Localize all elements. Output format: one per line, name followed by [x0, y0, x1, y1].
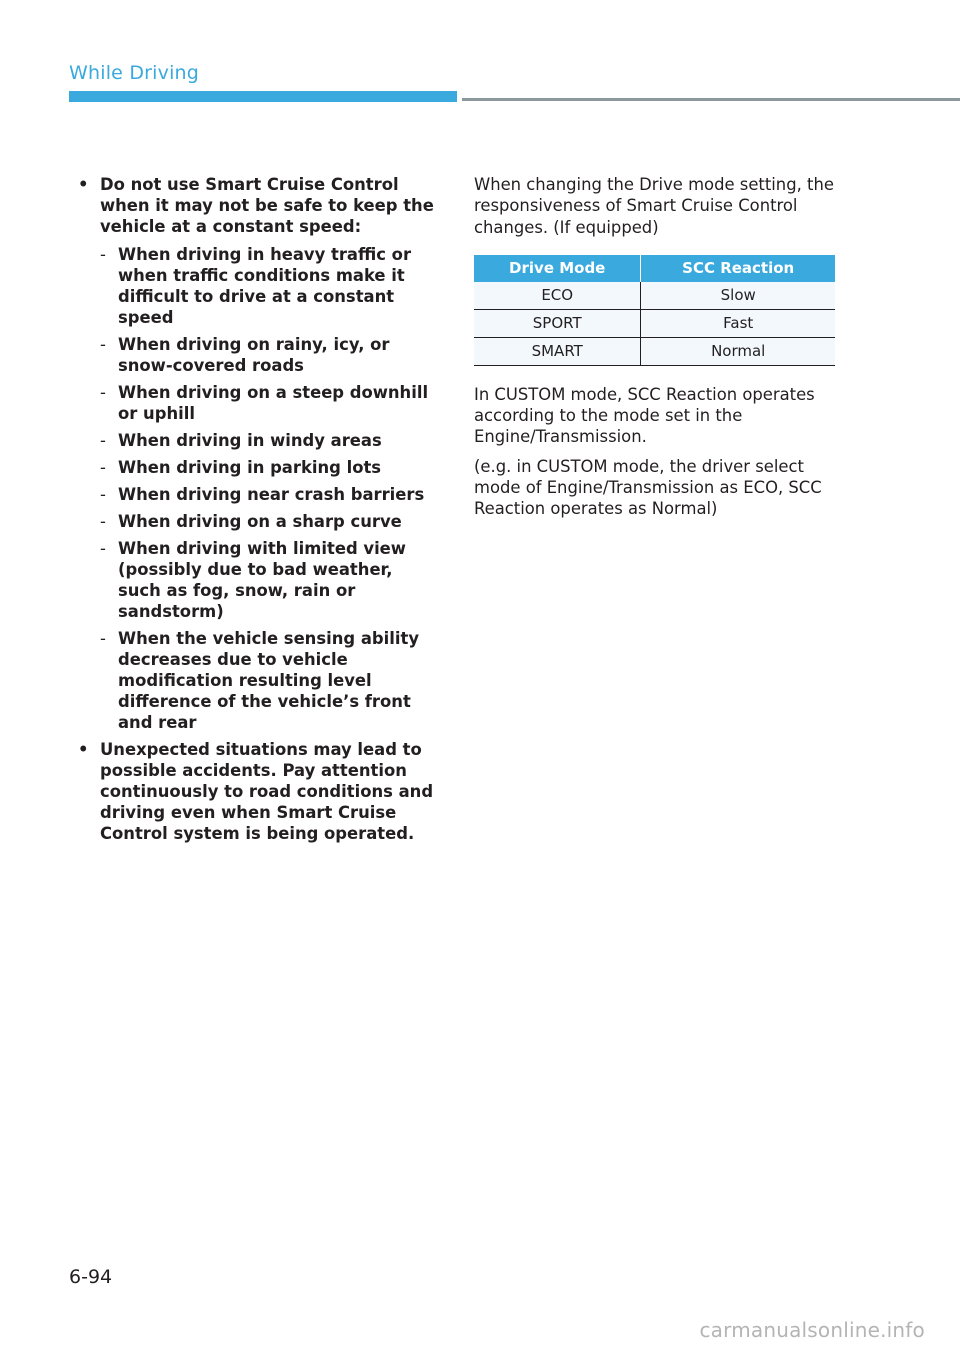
sub-item-text: When driving on rainy, icy, or snow-covered roads — [118, 335, 390, 375]
sub-item-text: When driving in heavy traffic or when traffic conditions make it difficult to drive at a constant speed — [118, 245, 412, 327]
table-cell: SMART — [474, 337, 641, 365]
dash-symbol: - — [100, 431, 106, 450]
dash-symbol: - — [100, 512, 106, 531]
table-header-row — [474, 255, 835, 282]
sub-item — [100, 511, 440, 532]
dash-symbol: - — [100, 245, 106, 264]
custom-mode-paragraph: In CUSTOM mode, SCC Reaction operates according to the mode set in the Engine/Transmission. — [474, 384, 815, 447]
right-column — [474, 174, 836, 528]
bullet-symbol: • — [78, 740, 89, 759]
bullet-text: Do not use Smart Cruise Control when it may not be safe to keep the vehicle at a constant speed: — [100, 175, 434, 236]
table-row — [474, 337, 835, 365]
table-row — [474, 309, 835, 337]
bullet-item — [78, 739, 440, 844]
sub-item — [100, 628, 440, 733]
sub-item-text: When driving on a steep downhill or uphill — [118, 383, 429, 423]
dash-symbol: - — [100, 383, 106, 402]
drive-mode-table — [474, 255, 835, 366]
table-header-cell: Drive Mode — [474, 255, 641, 282]
sub-item-text: When driving on a sharp curve — [118, 512, 402, 531]
sub-item — [100, 484, 440, 505]
dash-symbol: - — [100, 539, 106, 558]
sub-item-text: When driving with limited view (possibly due to bad weather, such as fog, snow, rain or sandstorm) — [118, 539, 406, 621]
sub-list — [100, 244, 440, 733]
table-cell: SPORT — [474, 309, 641, 337]
sub-item-text: When driving in parking lots — [118, 458, 382, 477]
table-cell: Fast — [641, 309, 835, 337]
dash-symbol: - — [100, 485, 106, 504]
table-header-cell: SCC Reaction — [641, 255, 835, 282]
section-title: While Driving — [69, 62, 200, 84]
sub-item — [100, 430, 440, 451]
page-number: 6-94 — [69, 1266, 113, 1288]
bullet-item — [78, 174, 440, 733]
dash-symbol: - — [100, 335, 106, 354]
sub-item — [100, 244, 440, 328]
header-accent-bar — [69, 91, 457, 102]
bullet-text: Unexpected situations may lead to possible accidents. Pay attention continuously to road conditions and driving even when Smart Cruise Control system is being operated. — [100, 740, 434, 843]
sub-item — [100, 457, 440, 478]
bullet-symbol: • — [78, 175, 89, 194]
sub-item-text: When driving in windy areas — [118, 431, 382, 450]
watermark: carmanualsonline.info — [699, 1318, 925, 1342]
header-rule — [462, 98, 960, 101]
sub-item — [100, 538, 440, 622]
table-cell: Normal — [641, 337, 835, 365]
table-cell: ECO — [474, 282, 641, 310]
intro-paragraph: When changing the Drive mode setting, the responsiveness of Smart Cruise Control changes. (If equipped) — [474, 175, 834, 237]
table-row — [474, 282, 835, 310]
sub-item-text: When driving near crash barriers — [118, 485, 425, 504]
example-paragraph: (e.g. in CUSTOM mode, the driver select mode of Engine/Transmission as ECO, SCC Reaction operates as Normal) — [474, 456, 822, 519]
sub-item — [100, 382, 440, 424]
dash-symbol: - — [100, 458, 106, 477]
sub-item — [100, 334, 440, 376]
dash-symbol: - — [100, 629, 106, 648]
left-column — [78, 174, 440, 850]
table-cell: Slow — [641, 282, 835, 310]
sub-item-text: When the vehicle sensing ability decreases due to vehicle modification resulting level difference of the vehicle’s front and rear — [118, 629, 420, 732]
